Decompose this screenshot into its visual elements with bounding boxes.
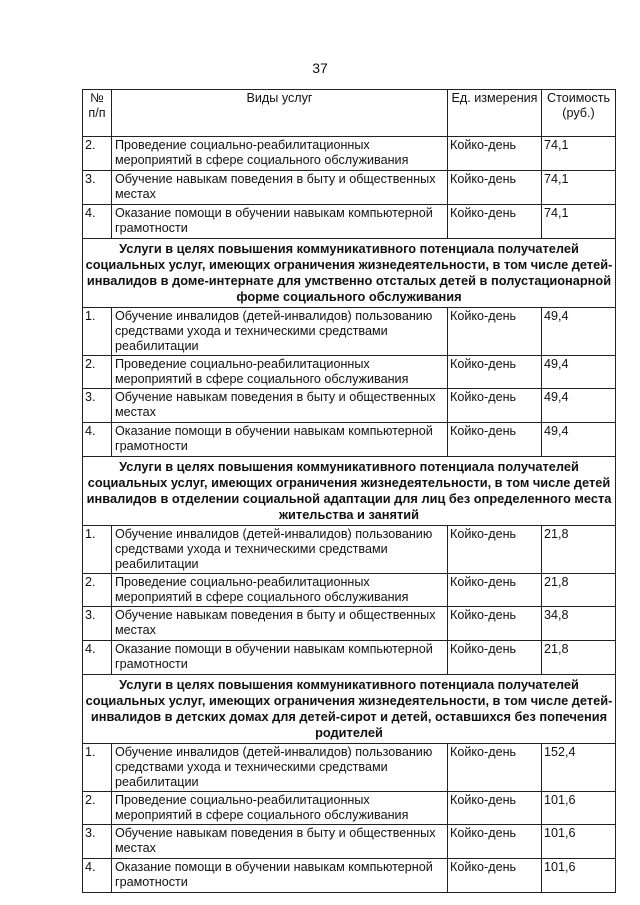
table-row bbox=[83, 526, 616, 574]
row-number: 3. bbox=[83, 825, 112, 859]
cost-cell: 49,4 bbox=[542, 423, 616, 457]
table-row bbox=[83, 792, 616, 825]
service-name: Обучение инвалидов (детей-инвалидов) пользованию средствами ухода и техническими средствами реабилитации bbox=[112, 744, 448, 792]
cost-cell: 49,4 bbox=[542, 389, 616, 423]
unit-cell: Койко-день bbox=[448, 607, 542, 641]
cost-cell: 49,4 bbox=[542, 356, 616, 389]
row-number: 4. bbox=[83, 423, 112, 457]
service-name: Оказание помощи в обучении навыкам компьютерной грамотности bbox=[112, 205, 448, 239]
unit-cell: Койко-день bbox=[448, 526, 542, 574]
unit-cell: Койко-день bbox=[448, 859, 542, 893]
cost-cell: 49,4 bbox=[542, 308, 616, 356]
cost-cell: 101,6 bbox=[542, 859, 616, 893]
table-body bbox=[83, 137, 616, 893]
service-name: Оказание помощи в обучении навыкам компьютерной грамотности bbox=[112, 423, 448, 457]
table-row bbox=[83, 389, 616, 423]
row-number: 2. bbox=[83, 574, 112, 607]
row-number: 3. bbox=[83, 171, 112, 205]
section-title-row bbox=[83, 239, 616, 308]
service-name: Обучение навыкам поведения в быту и общественных местах bbox=[112, 607, 448, 641]
service-name: Обучение навыкам поведения в быту и общественных местах bbox=[112, 825, 448, 859]
cost-cell: 21,8 bbox=[542, 641, 616, 675]
header-number: № п/п bbox=[83, 90, 112, 137]
table-row bbox=[83, 825, 616, 859]
table-row bbox=[83, 356, 616, 389]
section-title: Услуги в целях повышения коммуникативного потенциала получателей социальных услуг, имеющих ограничения жизнедеятельности, в том числе детей-инвалидов в детских домах для детей-сирот и детей, оставшихся без попечения родителей bbox=[83, 675, 616, 744]
section-title: Услуги в целях повышения коммуникативного потенциала получателей социальных услуг, имеющих ограничения жизнедеятельности, в том числе детей-инвалидов в доме-интернате для умственно отсталых детей в полустационарной форме социального обслуживания bbox=[83, 239, 616, 308]
service-name: Проведение социально-реабилитационных мероприятий в сфере социального обслуживания bbox=[112, 137, 448, 171]
header-unit: Ед. измерения bbox=[448, 90, 542, 137]
service-name: Обучение инвалидов (детей-инвалидов) пользованию средствами ухода и техническими средствами реабилитации bbox=[112, 308, 448, 356]
table-row bbox=[83, 859, 616, 893]
row-number: 4. bbox=[83, 205, 112, 239]
unit-cell: Койко-день bbox=[448, 641, 542, 675]
unit-cell: Койко-день bbox=[448, 574, 542, 607]
section-title-row bbox=[83, 675, 616, 744]
unit-cell: Койко-день bbox=[448, 423, 542, 457]
row-number: 1. bbox=[83, 744, 112, 792]
service-name: Проведение социально-реабилитационных мероприятий в сфере социального обслуживания bbox=[112, 356, 448, 389]
header-service-type: Виды услуг bbox=[112, 90, 448, 137]
cost-cell: 21,8 bbox=[542, 526, 616, 574]
header-cost: Стоимость (руб.) bbox=[542, 90, 616, 137]
cost-cell: 101,6 bbox=[542, 792, 616, 825]
table-row bbox=[83, 205, 616, 239]
row-number: 4. bbox=[83, 859, 112, 893]
table-row bbox=[83, 574, 616, 607]
services-table bbox=[82, 89, 616, 893]
cost-cell: 74,1 bbox=[542, 137, 616, 171]
row-number: 4. bbox=[83, 641, 112, 675]
table-row bbox=[83, 423, 616, 457]
row-number: 2. bbox=[83, 792, 112, 825]
cost-cell: 21,8 bbox=[542, 574, 616, 607]
unit-cell: Койко-день bbox=[448, 389, 542, 423]
table-row bbox=[83, 171, 616, 205]
unit-cell: Койко-день bbox=[448, 308, 542, 356]
service-name: Оказание помощи в обучении навыкам компьютерной грамотности bbox=[112, 641, 448, 675]
table-row bbox=[83, 744, 616, 792]
unit-cell: Койко-день bbox=[448, 356, 542, 389]
service-name: Обучение инвалидов (детей-инвалидов) пользованию средствами ухода и техническими средствами реабилитации bbox=[112, 526, 448, 574]
section-title: Услуги в целях повышения коммуникативного потенциала получателей социальных услуг, имеющих ограничения жизнедеятельности, в том числе детей инвалидов в отделении социальной адаптации для лиц без определенного места жительства и занятий bbox=[83, 457, 616, 526]
table-row bbox=[83, 137, 616, 171]
unit-cell: Койко-день bbox=[448, 205, 542, 239]
table-row bbox=[83, 308, 616, 356]
table-row bbox=[83, 641, 616, 675]
service-name: Обучение навыкам поведения в быту и общественных местах bbox=[112, 171, 448, 205]
row-number: 1. bbox=[83, 526, 112, 574]
row-number: 3. bbox=[83, 389, 112, 423]
cost-cell: 74,1 bbox=[542, 171, 616, 205]
section-title-row bbox=[83, 457, 616, 526]
unit-cell: Койко-день bbox=[448, 792, 542, 825]
page-number: 37 bbox=[312, 60, 328, 76]
service-name: Обучение навыкам поведения в быту и общественных местах bbox=[112, 389, 448, 423]
service-name: Проведение социально-реабилитационных мероприятий в сфере социального обслуживания bbox=[112, 574, 448, 607]
unit-cell: Койко-день bbox=[448, 825, 542, 859]
cost-cell: 74,1 bbox=[542, 205, 616, 239]
table-header-row bbox=[83, 90, 616, 137]
row-number: 3. bbox=[83, 607, 112, 641]
service-name: Оказание помощи в обучении навыкам компьютерной грамотности bbox=[112, 859, 448, 893]
cost-cell: 152,4 bbox=[542, 744, 616, 792]
cost-cell: 34,8 bbox=[542, 607, 616, 641]
row-number: 1. bbox=[83, 308, 112, 356]
cost-cell: 101,6 bbox=[542, 825, 616, 859]
table-row bbox=[83, 607, 616, 641]
row-number: 2. bbox=[83, 137, 112, 171]
unit-cell: Койко-день bbox=[448, 744, 542, 792]
unit-cell: Койко-день bbox=[448, 171, 542, 205]
unit-cell: Койко-день bbox=[448, 137, 542, 171]
service-name: Проведение социально-реабилитационных мероприятий в сфере социального обслуживания bbox=[112, 792, 448, 825]
row-number: 2. bbox=[83, 356, 112, 389]
